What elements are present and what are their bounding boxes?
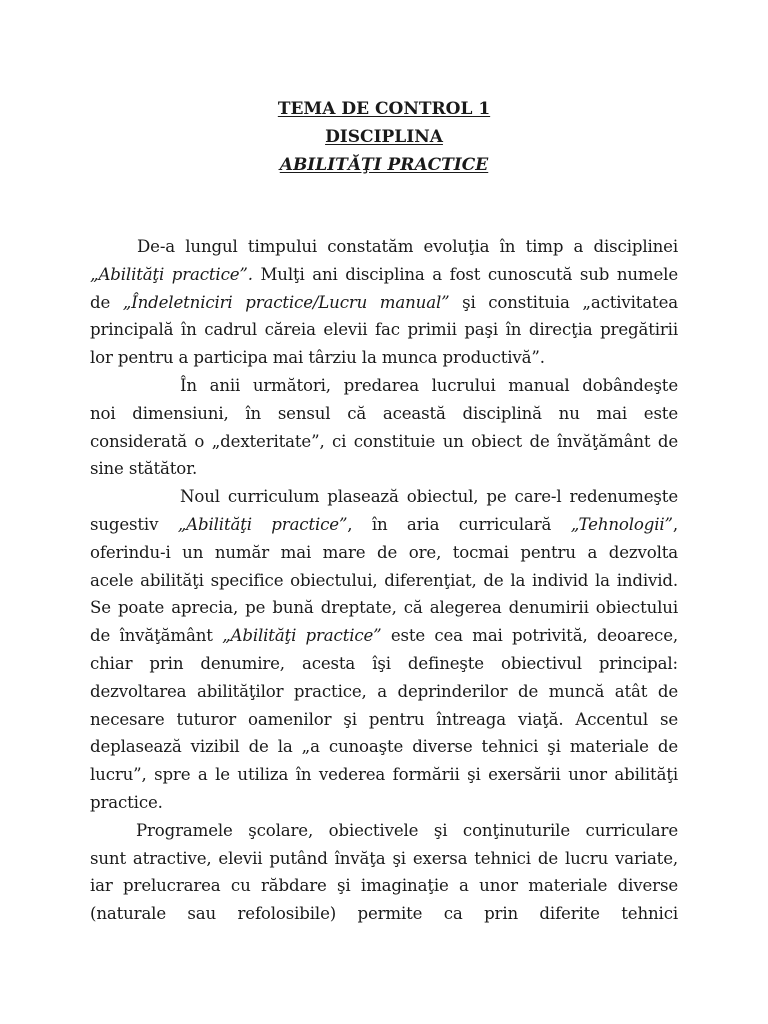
p3-line-11: lucru”, spre a le utiliza în vederea formării şi exersării unor abilităţi xyxy=(90,765,678,785)
p1-line-3: de „Îndeletniciri practice/Lucru manual” şi constituia „activitatea xyxy=(90,292,678,312)
p3-line-1: Noul curriculum plasează obiectul, pe care-l redenumeşte xyxy=(180,487,678,507)
document-body xyxy=(90,233,678,928)
title-line-1: TEMA DE CONTROL 1 xyxy=(277,99,491,119)
p3-line-6: de învăţământ „Abilităţi practice” este cea mai potrivită, deoarece, xyxy=(90,626,678,646)
p1-line-4: principală în cadrul căreia elevii fac primii paşi în direcţia pregătirii xyxy=(90,320,678,340)
document-title-block xyxy=(0,95,768,179)
p3-line-5: Se poate aprecia, pe bună dreptate, că alegerea denumirii obiectului xyxy=(90,598,678,618)
p4-line-1: Programele şcolare, obiectivele şi conţinuturile curriculare xyxy=(136,820,678,840)
p4-line-2: sunt atractive, elevii putând învăţa şi exersa tehnici de lucru variate, xyxy=(90,848,678,868)
p3-line-2: sugestiv „Abilităţi practice”, în aria curriculară „Tehnologii”, xyxy=(90,514,679,534)
p4-line-3: iar prelucrarea cu răbdare şi imaginaţie a unor materiale diverse xyxy=(90,876,678,896)
p4-line-4: (naturale sau refolosibile) permite ca prin diferite tehnici xyxy=(90,904,678,924)
p3-line-10: deplasează vizibil de la „a cunoaşte diverse tehnici şi materiale de xyxy=(90,737,678,757)
p3-line-4: acele abilităţi specifice obiectului, diferenţiat, de la individ la individ. xyxy=(90,570,678,590)
p1-line-5: lor pentru a participa mai târziu la munca productivă”. xyxy=(90,348,545,368)
p2-line-4: sine stătător. xyxy=(90,459,198,479)
p1-line-2: „Abilităţi practice”. Mulţi ani disciplina a fost cunoscută sub numele xyxy=(90,264,679,284)
p2-line-3: considerată o „dexteritate”, ci constituie un obiect de învăţământ de xyxy=(90,431,678,451)
p2-line-1: În anii următori, predarea lucrului manual dobândeşte xyxy=(180,375,678,395)
p3-line-9: necesare tuturor oamenilor şi pentru întreaga viaţă. Accentul se xyxy=(90,709,678,729)
p3-line-8: dezvoltarea abilităţilor practice, a deprinderilor de muncă atât de xyxy=(90,681,678,701)
p2-line-2: noi dimensiuni, în sensul că această disciplină nu mai este xyxy=(90,403,678,423)
p1-line-1: De-a lungul timpului constatăm evoluţia în timp a disciplinei xyxy=(137,237,678,256)
p3-line-3: oferindu-i un număr mai mare de ore, tocmai pentru a dezvolta xyxy=(90,542,678,562)
p3-line-7: chiar prin denumire, acesta îşi defineşte obiectivul principal: xyxy=(90,653,678,673)
p3-line-12: practice. xyxy=(90,792,163,812)
title-line-2: DISCIPLINA xyxy=(325,127,443,147)
title-line-3: ABILITĂŢI PRACTICE xyxy=(279,155,489,175)
